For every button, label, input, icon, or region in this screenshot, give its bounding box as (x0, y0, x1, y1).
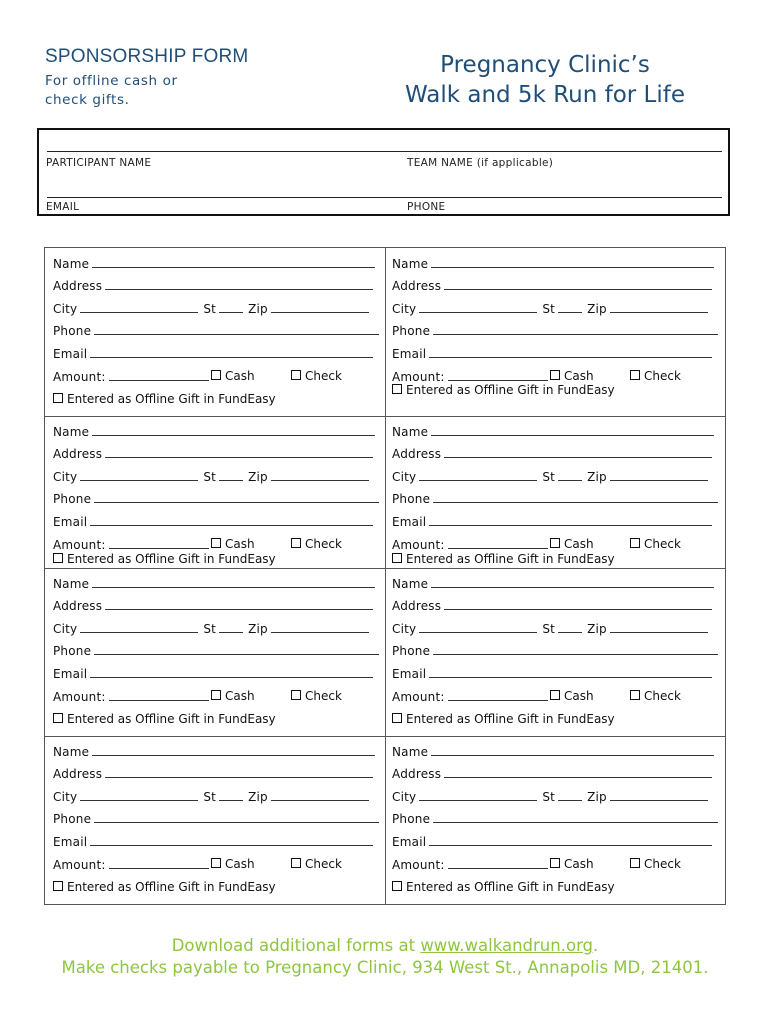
phone-label: PHONE (407, 201, 446, 213)
field-label-st: St (542, 790, 556, 804)
field-label-amount: Amount: (392, 538, 445, 552)
field-label-entered: Entered as Offline Gift in FundEasy (406, 880, 615, 894)
city-input[interactable] (419, 301, 537, 313)
form-subtitle (45, 72, 248, 110)
field-row (53, 469, 369, 484)
field-label-st: St (542, 470, 556, 484)
cash-checkbox[interactable] (211, 690, 221, 700)
field-label-phone: Phone (53, 812, 92, 826)
field-row (53, 576, 375, 591)
amount-input[interactable] (448, 369, 548, 381)
field-label-city: City (53, 622, 78, 636)
state-input[interactable] (558, 469, 582, 481)
field-label-address: Address (53, 767, 103, 781)
entered-checkbox[interactable] (53, 881, 63, 891)
check-checkbox[interactable] (291, 690, 301, 700)
field-row (392, 446, 712, 461)
field-label-name: Name (53, 425, 90, 439)
field-label-entered: Entered as Offline Gift in FundEasy (406, 712, 615, 726)
field-row (392, 789, 708, 804)
field-row (53, 744, 375, 759)
field-label-check: Check (305, 537, 342, 551)
footer-download-line (0, 934, 770, 957)
field-label-phone: Phone (392, 812, 431, 826)
field-row (392, 278, 712, 293)
entered-checkbox[interactable] (53, 553, 63, 563)
entered-fundeasy-option[interactable] (392, 712, 615, 726)
field-row (392, 811, 718, 826)
field-label-check: Check (644, 537, 681, 551)
event-title-line-2: Walk and 5k Run for Life (404, 82, 686, 108)
field-row (392, 744, 714, 759)
check-checkbox[interactable] (630, 690, 640, 700)
field-row (53, 598, 373, 613)
field-label-zip: Zip (587, 470, 607, 484)
participant-name-label: PARTICIPANT NAME (46, 157, 152, 169)
field-row (392, 323, 718, 338)
field-label-check: Check (305, 689, 342, 703)
city-input[interactable] (419, 789, 537, 801)
field-row (392, 469, 708, 484)
name-input[interactable] (92, 576, 375, 588)
field-label-city: City (392, 470, 417, 484)
check-option[interactable] (291, 537, 342, 551)
sponsor-cell (392, 744, 722, 904)
field-row (53, 857, 209, 872)
field-label-st: St (542, 302, 556, 316)
field-label-email: Email (392, 515, 427, 529)
field-row (53, 301, 369, 316)
field-label-email: Email (392, 835, 427, 849)
address-input[interactable] (105, 278, 373, 290)
field-label-email: Email (53, 667, 88, 681)
field-row (53, 446, 373, 461)
field-row (392, 424, 714, 439)
address-input[interactable] (444, 446, 712, 458)
cash-option[interactable] (550, 537, 594, 551)
field-label-name: Name (392, 425, 429, 439)
field-row (392, 621, 708, 636)
name-input[interactable] (92, 424, 375, 436)
field-row (392, 689, 548, 704)
field-label-address: Address (392, 599, 442, 613)
check-option[interactable] (291, 369, 342, 383)
field-label-name: Name (53, 745, 90, 759)
email-input[interactable] (90, 514, 373, 526)
zip-input[interactable] (610, 301, 708, 313)
email-label: EMAIL (46, 201, 80, 213)
field-row (53, 666, 373, 681)
field-label-st: St (203, 622, 217, 636)
email-input[interactable] (90, 346, 373, 358)
field-label-entered: Entered as Offline Gift in FundEasy (406, 383, 615, 397)
field-label-entered: Entered as Offline Gift in FundEasy (67, 880, 276, 894)
amount-input[interactable] (448, 857, 548, 869)
field-row (53, 834, 373, 849)
entered-checkbox[interactable] (392, 713, 402, 723)
field-row (53, 789, 369, 804)
entered-fundeasy-option[interactable] (392, 880, 615, 894)
city-input[interactable] (80, 301, 198, 313)
city-input[interactable] (419, 469, 537, 481)
phone-input[interactable] (94, 643, 379, 655)
phone-input[interactable] (433, 323, 718, 335)
check-option[interactable] (630, 369, 681, 383)
field-label-st: St (203, 302, 217, 316)
field-label-email: Email (392, 667, 427, 681)
check-checkbox[interactable] (291, 538, 301, 548)
field-row (53, 537, 209, 552)
field-label-email: Email (53, 515, 88, 529)
name-input[interactable] (431, 256, 714, 268)
field-label-address: Address (53, 279, 103, 293)
field-label-email: Email (53, 835, 88, 849)
field-label-city: City (392, 790, 417, 804)
field-row (53, 424, 375, 439)
field-row (392, 766, 712, 781)
address-input[interactable] (105, 446, 373, 458)
cash-option[interactable] (211, 689, 255, 703)
field-label-phone: Phone (392, 492, 431, 506)
check-option[interactable] (630, 537, 681, 551)
zip-input[interactable] (610, 469, 708, 481)
field-label-city: City (53, 790, 78, 804)
field-label-cash: Cash (564, 689, 594, 703)
cash-option[interactable] (550, 689, 594, 703)
event-title-block (380, 50, 710, 110)
check-checkbox[interactable] (291, 370, 301, 380)
state-input[interactable] (558, 789, 582, 801)
entered-fundeasy-option[interactable] (53, 392, 276, 406)
entered-fundeasy-option[interactable] (392, 383, 615, 397)
phone-input[interactable] (433, 643, 718, 655)
field-label-email: Email (392, 347, 427, 361)
field-label-address: Address (392, 767, 442, 781)
field-label-cash: Cash (225, 537, 255, 551)
field-label-check: Check (644, 689, 681, 703)
state-input[interactable] (219, 301, 243, 313)
zip-input[interactable] (610, 789, 708, 801)
field-label-name: Name (392, 577, 429, 591)
address-input[interactable] (105, 766, 373, 778)
field-label-amount: Amount: (392, 690, 445, 704)
zip-input[interactable] (271, 469, 369, 481)
check-checkbox[interactable] (630, 858, 640, 868)
field-row (53, 643, 379, 658)
field-label-phone: Phone (53, 324, 92, 338)
cash-option[interactable] (211, 369, 255, 383)
field-label-name: Name (392, 745, 429, 759)
subtitle-line-1: For offline cash or (45, 73, 178, 89)
field-label-cash: Cash (225, 857, 255, 871)
cash-checkbox[interactable] (550, 690, 560, 700)
email-input[interactable] (429, 666, 712, 678)
field-label-amount: Amount: (53, 858, 106, 872)
field-row (53, 514, 373, 529)
footer-payable-line: Make checks payable to Pregnancy Clinic, 934 West St., Annapolis MD, 21401. (61, 958, 709, 977)
field-row (53, 346, 373, 361)
city-input[interactable] (419, 621, 537, 633)
zip-input[interactable] (271, 789, 369, 801)
amount-input[interactable] (109, 537, 209, 549)
footer-download-text: Download additional forms at (171, 936, 421, 955)
state-input[interactable] (219, 789, 243, 801)
amount-input[interactable] (448, 689, 548, 701)
field-label-check: Check (644, 369, 681, 383)
subtitle-line-2: check gifts. (45, 92, 130, 108)
field-label-city: City (392, 622, 417, 636)
email-input[interactable] (429, 834, 712, 846)
amount-input[interactable] (109, 369, 209, 381)
field-row (53, 278, 373, 293)
zip-input[interactable] (271, 301, 369, 313)
field-row (392, 491, 718, 506)
cash-option[interactable] (211, 857, 255, 871)
city-input[interactable] (80, 789, 198, 801)
participant-name-line[interactable] (47, 151, 722, 152)
check-option[interactable] (630, 689, 681, 703)
field-label-entered: Entered as Offline Gift in FundEasy (67, 552, 276, 566)
zip-input[interactable] (271, 621, 369, 633)
name-input[interactable] (431, 744, 714, 756)
field-row (392, 256, 714, 271)
cash-option[interactable] (550, 857, 594, 871)
address-input[interactable] (444, 766, 712, 778)
name-input[interactable] (431, 576, 714, 588)
field-label-address: Address (392, 279, 442, 293)
entered-checkbox[interactable] (53, 713, 63, 723)
cash-option[interactable] (550, 369, 594, 383)
entered-checkbox[interactable] (392, 553, 402, 563)
field-row (53, 811, 379, 826)
footer-period: . (593, 936, 599, 955)
entered-fundeasy-option[interactable] (392, 552, 615, 566)
form-title: SPONSORSHIP FORM (45, 46, 249, 67)
row-divider (45, 416, 725, 417)
check-checkbox[interactable] (630, 370, 640, 380)
name-input[interactable] (92, 744, 375, 756)
field-row (53, 491, 379, 506)
form-header-left (45, 46, 248, 110)
field-label-cash: Cash (225, 689, 255, 703)
field-label-address: Address (53, 447, 103, 461)
field-label-entered: Entered as Offline Gift in FundEasy (67, 392, 276, 406)
row-divider (45, 736, 725, 737)
cash-checkbox[interactable] (550, 538, 560, 548)
website-link[interactable]: www.walkandrun.org (420, 936, 594, 955)
sponsor-cell (53, 744, 383, 904)
zip-input[interactable] (610, 621, 708, 633)
email-input[interactable] (90, 666, 373, 678)
field-label-cash: Cash (564, 537, 594, 551)
field-label-check: Check (305, 369, 342, 383)
field-label-amount: Amount: (392, 858, 445, 872)
field-label-st: St (542, 622, 556, 636)
email-phone-line[interactable] (47, 197, 722, 198)
field-label-phone: Phone (392, 324, 431, 338)
sponsor-cell (53, 256, 383, 416)
field-label-city: City (392, 302, 417, 316)
field-row (392, 834, 712, 849)
check-checkbox[interactable] (630, 538, 640, 548)
field-row (392, 598, 712, 613)
check-checkbox[interactable] (291, 858, 301, 868)
entered-checkbox[interactable] (392, 881, 402, 891)
amount-input[interactable] (109, 857, 209, 869)
field-row (392, 576, 714, 591)
event-title-line-1: Pregnancy Clinic’s (440, 52, 650, 78)
field-label-amount: Amount: (53, 690, 106, 704)
cash-option[interactable] (211, 537, 255, 551)
field-label-name: Name (53, 257, 90, 271)
team-name-label: TEAM NAME (if applicable) (407, 157, 554, 169)
field-label-address: Address (392, 447, 442, 461)
cash-checkbox[interactable] (550, 370, 560, 380)
field-label-city: City (53, 302, 78, 316)
email-input[interactable] (90, 834, 373, 846)
field-label-cash: Cash (564, 857, 594, 871)
sponsor-cell (53, 576, 383, 736)
check-option[interactable] (291, 689, 342, 703)
address-input[interactable] (444, 278, 712, 290)
field-label-email: Email (53, 347, 88, 361)
field-label-zip: Zip (248, 790, 268, 804)
field-label-phone: Phone (53, 644, 92, 658)
field-row (53, 621, 369, 636)
phone-input[interactable] (433, 811, 718, 823)
amount-input[interactable] (109, 689, 209, 701)
field-row (53, 256, 375, 271)
field-row (392, 643, 718, 658)
check-option[interactable] (291, 857, 342, 871)
name-input[interactable] (92, 256, 375, 268)
field-label-name: Name (53, 577, 90, 591)
cash-checkbox[interactable] (550, 858, 560, 868)
field-row (392, 301, 708, 316)
field-label-zip: Zip (587, 622, 607, 636)
participant-info-box (37, 128, 730, 216)
field-label-address: Address (53, 599, 103, 613)
field-label-phone: Phone (53, 492, 92, 506)
field-row (392, 666, 712, 681)
sponsor-cell (392, 424, 722, 584)
sponsor-cell (53, 424, 383, 584)
field-label-st: St (203, 470, 217, 484)
field-row (53, 323, 379, 338)
phone-input[interactable] (94, 491, 379, 503)
amount-input[interactable] (448, 537, 548, 549)
state-input[interactable] (558, 621, 582, 633)
entered-fundeasy-option[interactable] (53, 880, 276, 894)
phone-input[interactable] (94, 323, 379, 335)
entered-fundeasy-option[interactable] (53, 552, 276, 566)
email-input[interactable] (429, 346, 712, 358)
field-label-st: St (203, 790, 217, 804)
city-input[interactable] (80, 469, 198, 481)
field-row (392, 514, 712, 529)
entered-checkbox[interactable] (53, 393, 63, 403)
field-label-check: Check (305, 857, 342, 871)
entered-checkbox[interactable] (392, 384, 402, 394)
field-label-zip: Zip (587, 790, 607, 804)
name-input[interactable] (431, 424, 714, 436)
state-input[interactable] (219, 621, 243, 633)
field-label-city: City (53, 470, 78, 484)
sponsor-cell (392, 256, 722, 416)
phone-input[interactable] (433, 491, 718, 503)
field-row (392, 537, 548, 552)
field-row (53, 689, 209, 704)
field-label-zip: Zip (248, 302, 268, 316)
field-label-check: Check (644, 857, 681, 871)
field-row (392, 346, 712, 361)
field-label-zip: Zip (587, 302, 607, 316)
phone-input[interactable] (94, 811, 379, 823)
field-row (392, 369, 548, 384)
field-label-cash: Cash (564, 369, 594, 383)
field-label-cash: Cash (225, 369, 255, 383)
field-label-amount: Amount: (392, 370, 445, 384)
field-row (392, 857, 548, 872)
cash-checkbox[interactable] (211, 370, 221, 380)
cash-checkbox[interactable] (211, 538, 221, 548)
email-input[interactable] (429, 514, 712, 526)
field-label-phone: Phone (392, 644, 431, 658)
address-input[interactable] (444, 598, 712, 610)
state-input[interactable] (558, 301, 582, 313)
field-row (53, 766, 373, 781)
field-label-entered: Entered as Offline Gift in FundEasy (406, 552, 615, 566)
check-option[interactable] (630, 857, 681, 871)
address-input[interactable] (105, 598, 373, 610)
field-label-zip: Zip (248, 470, 268, 484)
field-label-zip: Zip (248, 622, 268, 636)
field-label-name: Name (392, 257, 429, 271)
entered-fundeasy-option[interactable] (53, 712, 276, 726)
field-label-entered: Entered as Offline Gift in FundEasy (67, 712, 276, 726)
city-input[interactable] (80, 621, 198, 633)
cash-checkbox[interactable] (211, 858, 221, 868)
field-row (53, 369, 209, 384)
sponsor-cell (392, 576, 722, 736)
field-label-amount: Amount: (53, 538, 106, 552)
state-input[interactable] (219, 469, 243, 481)
field-label-amount: Amount: (53, 370, 106, 384)
column-divider (385, 248, 386, 904)
